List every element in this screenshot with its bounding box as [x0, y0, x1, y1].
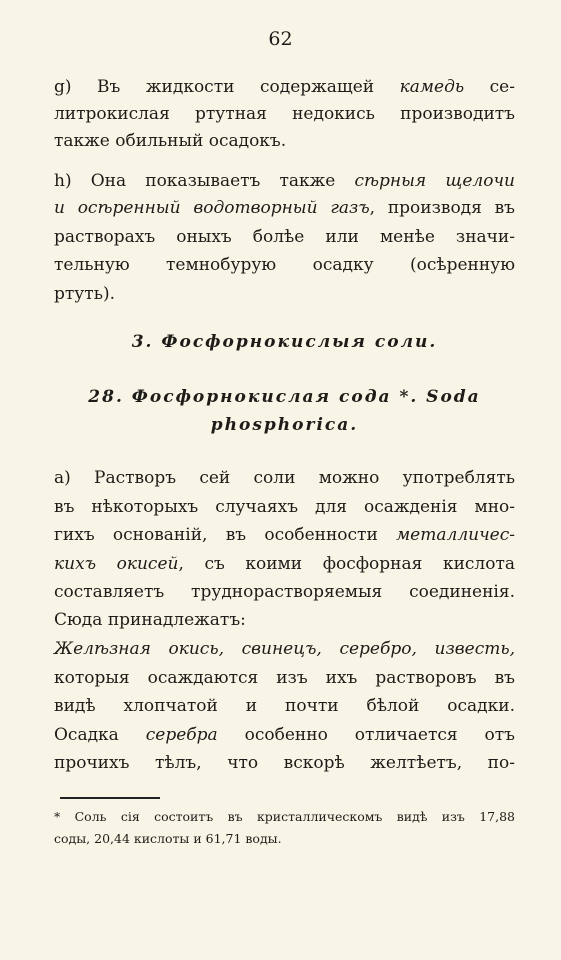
text-line-10: въ нѣкоторыхъ случаяхъ для осажденія мно- [54, 497, 515, 517]
footnote-line-2: соды, 20,44 кислоты и 61,71 воды. [54, 831, 282, 846]
text-line-15: Желѣзная окись, свинецъ, серебро, известь, [54, 639, 515, 659]
text-line-5: и осѣренный водотворный газъ, производя въ [54, 198, 515, 218]
text-line-2: литрокислая ртутная недокись производитъ [54, 104, 515, 124]
text-line-16: которыя осаждаются изъ ихъ растворовъ въ [54, 668, 515, 688]
text-line-13: составляетъ труднорастворяемыя соединенія. [54, 582, 515, 602]
article-heading-line-2: phosphorica. [210, 415, 359, 435]
text-line-6: растворахъ оныхъ болѣе или менѣе значи- [54, 227, 515, 247]
text-line-19: прочихъ тѣлъ, что вскорѣ желтѣетъ, по- [54, 753, 515, 773]
text-line-11: гихъ основаній, въ особенности металличес- [54, 525, 515, 545]
text-line-14: Сюда принадлежатъ: [54, 610, 246, 630]
footnote-line-1: * Соль сія состоитъ въ кристаллическомъ видѣ изъ 17,88 [54, 809, 515, 824]
text-line-9: a) Растворъ сей соли можно употреблять [54, 468, 515, 488]
page-number: 62 [268, 28, 293, 50]
section-heading: 3. Фосфорнокислыя соли. [131, 332, 438, 352]
text-line-18: Осадка серебра особенно отличается отъ [54, 725, 515, 745]
text-line-12: кихъ окисей, съ коими фосфорная кислота [54, 554, 515, 574]
text-line-17: видѣ хлопчатой и почти бѣлой осадки. [54, 696, 515, 716]
text-line-1: g) Въ жидкости содержащей камедь се- [54, 77, 515, 97]
text-line-4: h) Она показываетъ также сѣрныя щелочи [54, 171, 515, 191]
text-line-7: тельную темнобурую осадку (осѣренную [54, 255, 515, 275]
footnote-rule [60, 797, 160, 799]
text-line-3: также обильный осадокъ. [54, 131, 287, 151]
text-line-8: ртуть). [54, 284, 115, 304]
article-heading-line-1: 28. Фосфорнокислая сода *. Soda [88, 387, 481, 407]
